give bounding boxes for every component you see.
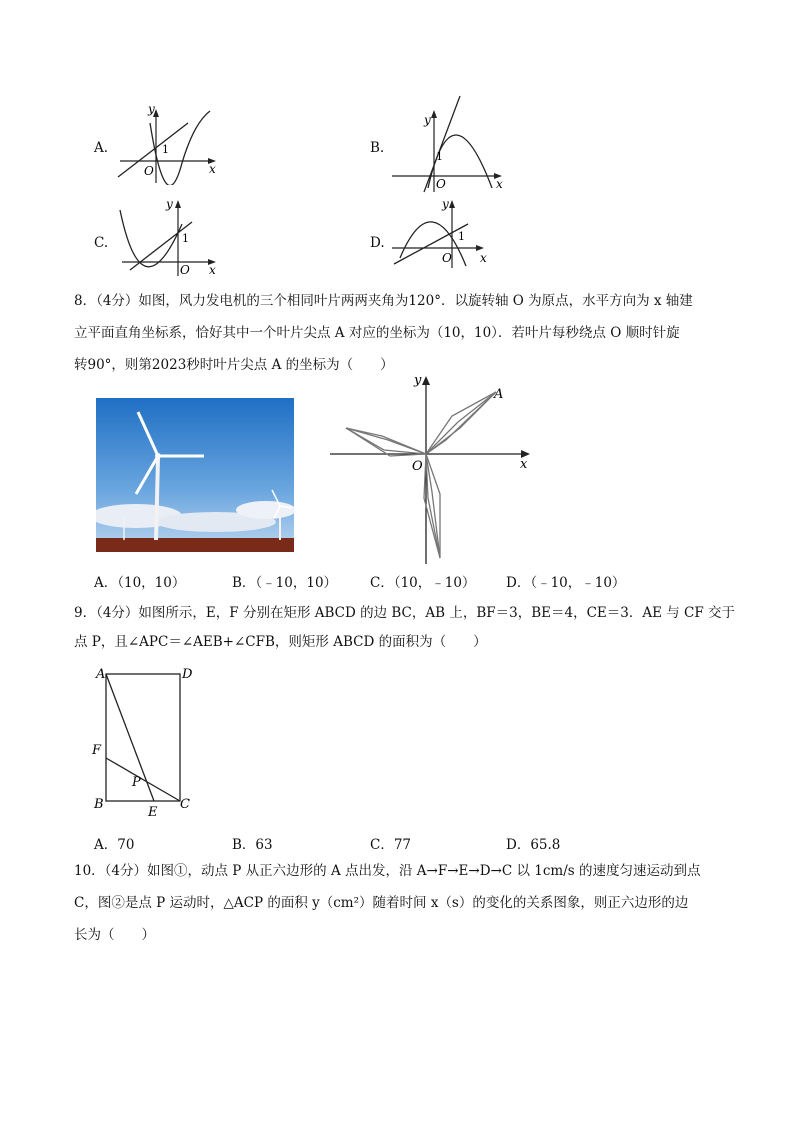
q9-option-d: D．65.8 [506,837,561,853]
q7c-one-label: 1 [182,232,189,245]
q9-option-c: C．77 [370,837,412,853]
q9-line-2: 点 P，且∠APC＝∠AEB+∠CFB，则矩形 ABCD 的面积为（ ） [74,634,487,650]
q9-option-a: A．70 [94,837,135,853]
q9-label-a: A [96,667,106,682]
q7a-one-label: 1 [162,143,169,156]
q8-fig-y-label: y [414,373,422,388]
q9-label-c: C [180,797,190,812]
q7b-one-label: 1 [436,150,443,163]
q7c-o-label: O [180,263,190,277]
q7-option-d-letter: D. [370,235,385,251]
q9-rectangle-figure [88,662,200,820]
q8-option-a: A．（10，10） [94,575,186,591]
q7a-y-label: y [148,103,155,116]
q9-option-b: B．63 [232,837,273,853]
q10-line-3: 长为（ ） [74,927,155,943]
q7d-one-label: 1 [458,230,465,243]
q7d-x-label: x [480,251,487,265]
q8-fig-origin-label: O [412,459,423,474]
q9-label-e: E [148,805,158,820]
q7-option-d-graph [388,196,498,276]
q7-option-c-letter: C. [94,235,109,251]
q7-option-b-letter: B. [370,140,385,156]
q9-line-1: 9．（4分）如图所示，E，F 分别在矩形 ABCD 的边 BC，AB 上，BF＝3，BE＝4，CE＝3．AE 与 CF 交于 [74,605,736,621]
wind-turbine-photo [96,398,294,552]
q10-line-1: 10．（4分）如图①，动点 P 从正六边形的 A 点出发，沿 A→F→E→D→C 以 1cm/s 的速度匀速运动到点 [74,863,701,879]
q8-option-b: B．（﹣10，10） [232,575,338,591]
q7d-y-label: y [442,197,449,211]
q7a-o-label: O [144,164,154,178]
q8-coordinate-figure [328,370,536,566]
q7c-y-label: y [166,197,173,211]
q7d-o-label: O [442,251,452,265]
q7c-x-label: x [209,263,216,277]
q9-label-d: D [182,667,193,682]
q8-option-d: D．（﹣10，﹣10） [506,575,626,591]
q7b-y-label: y [424,113,431,127]
q8-line-1: 8．（4分）如图，风力发电机的三个相同叶片两两夹角为120°．以旋转轴 O 为原点，水平方向为 x 轴建 [74,293,693,309]
q7b-o-label: O [436,177,446,191]
q8-line-3: 转90°，则第2023秒时叶片尖点 A 的坐标为（ ） [74,357,394,373]
q8-fig-point-a-label: A [494,387,504,402]
q9-label-b: B [94,797,104,812]
q8-line-2: 立平面直角坐标系，恰好其中一个叶片尖点 A 对应的坐标为（10，10）．若叶片每秒绕点 O 顺时针旋 [74,325,680,341]
q7a-x-label: x [209,162,216,176]
q7-option-a-graph [112,103,222,185]
q7b-x-label: x [496,177,503,191]
q9-label-f: F [92,743,102,758]
q9-label-p: P [132,775,141,790]
q7-option-c-graph [112,196,222,278]
q8-fig-x-label: x [520,457,528,472]
q7-option-b-graph [388,92,508,196]
q10-line-2: C，图②是点 P 运动时，△ACP 的面积 y（cm²）随着时间 x（s）的变化的关系图象，则正六边形的边 [74,895,689,911]
q7-option-a-letter: A. [94,140,109,156]
q8-option-c: C．（10，﹣10） [370,575,476,591]
